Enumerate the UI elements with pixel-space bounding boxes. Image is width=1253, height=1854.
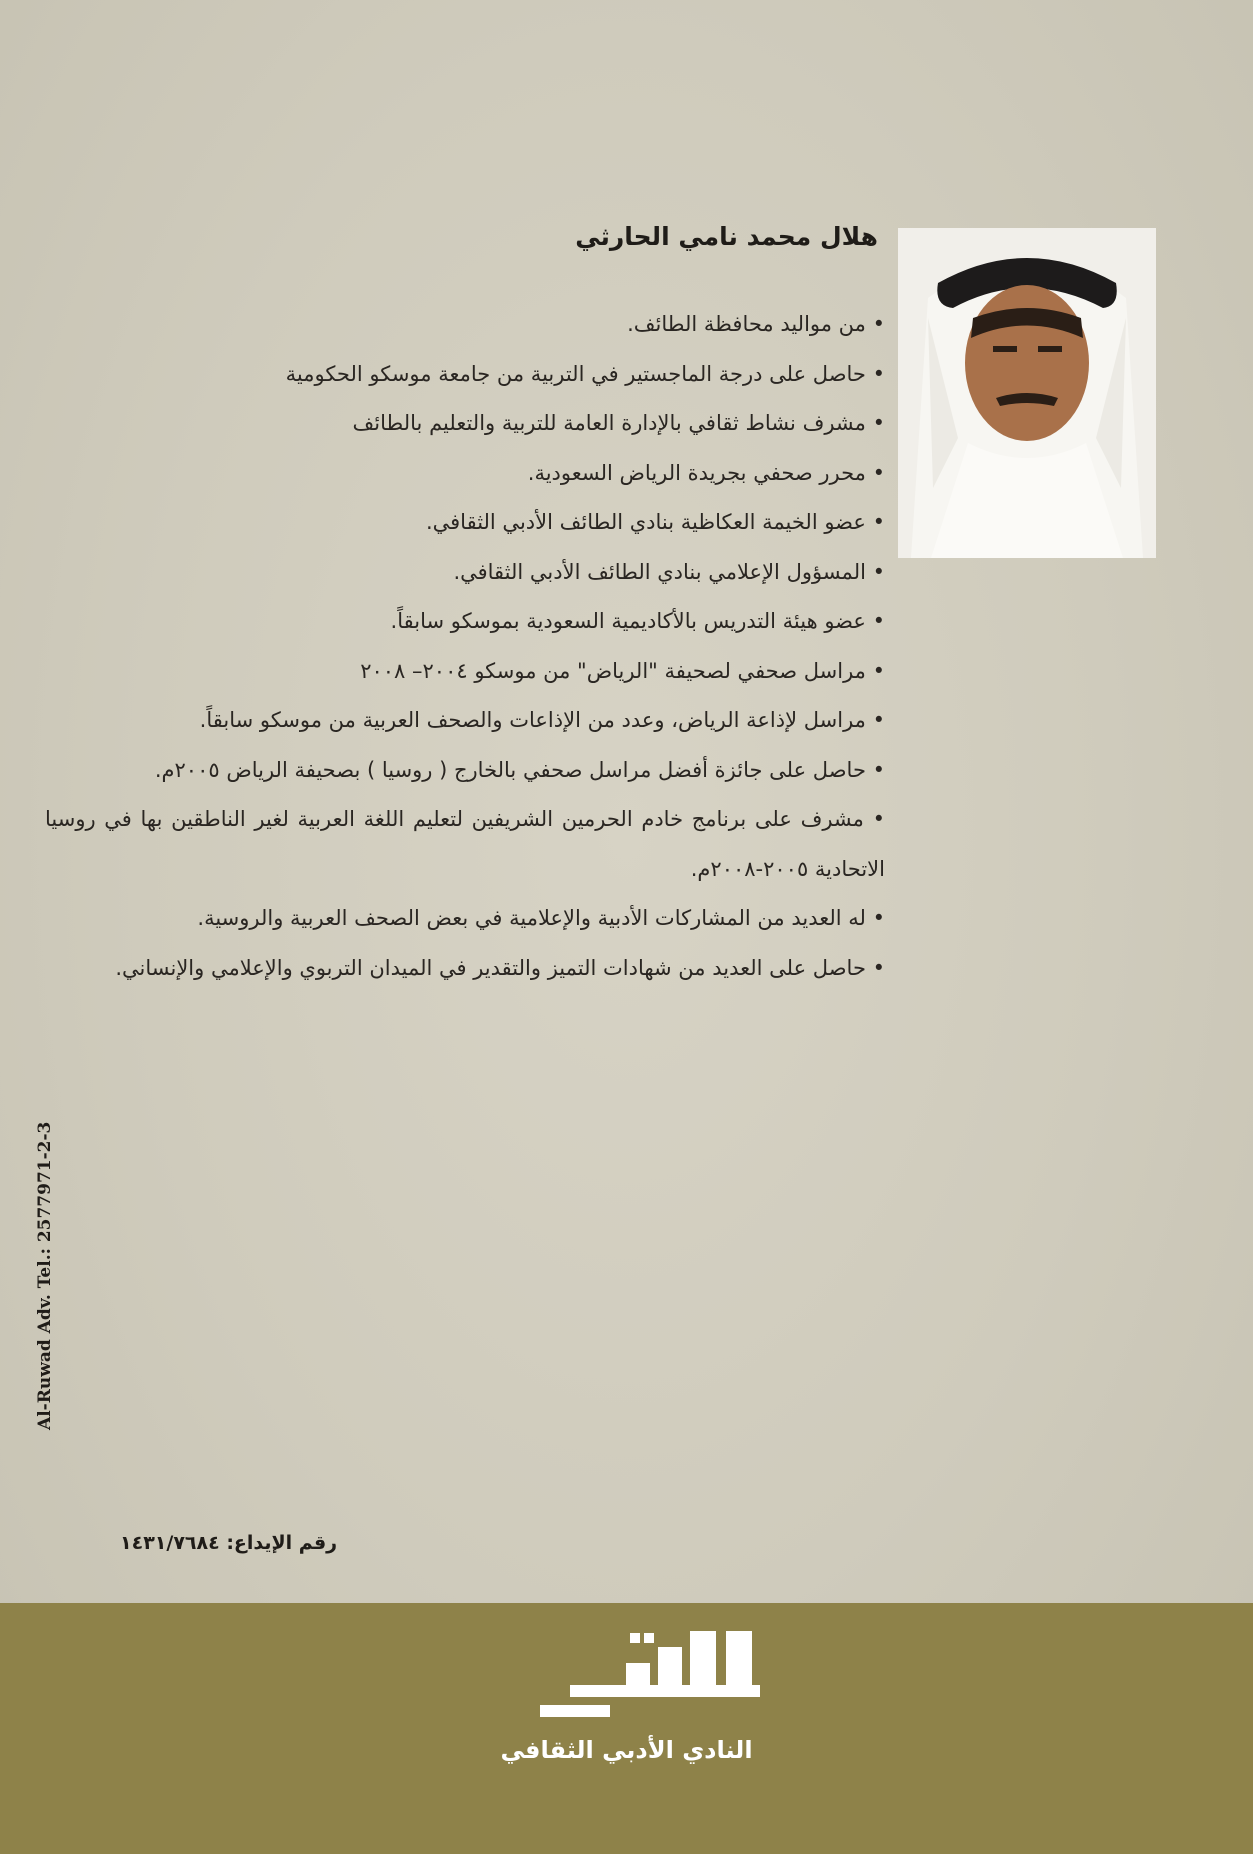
bullet: • — [872, 460, 885, 485]
bio-item — [285, 498, 885, 548]
bio-text: مشرف نشاط ثقافي بالإدارة العامة للتربية والتعليم بالطائف — [352, 411, 866, 435]
bio-item — [285, 399, 885, 449]
bullet: • — [872, 708, 885, 732]
bio-text: عضو الخيمة العكاظية بنادي الطائف الأدبي الثقافي. — [425, 510, 866, 534]
bio-item — [45, 795, 885, 894]
bio-text: له العديد من المشاركات الأدبية والإعلامية في بعض الصحف العربية والروسية. — [197, 906, 866, 930]
bullet: • — [872, 906, 885, 930]
bio-text: عضو هيئة التدريس بالأكاديمية السعودية بموسكو سابقاً. — [390, 609, 866, 633]
bullet: • — [872, 658, 885, 683]
bio-item — [45, 894, 885, 944]
bio-item — [285, 350, 885, 400]
bullet: • — [872, 609, 885, 633]
bio-item — [45, 746, 885, 796]
author-name: هلال محمد نامي الحارثي — [575, 222, 878, 251]
bio-text: حاصل على درجة الماجستير في التربية من جامعة موسكو الحكومية — [285, 361, 866, 386]
bio-item — [45, 944, 885, 994]
bio-item — [45, 696, 885, 746]
bullet: • — [872, 361, 885, 386]
bio-text: المسؤول الإعلامي بنادي الطائف الأدبي الثقافي. — [453, 559, 866, 584]
bio-list — [45, 300, 885, 993]
publisher-logo — [540, 1627, 775, 1727]
bio-text: مراسل لإذاعة الرياض، وعدد من الإذاعات والصحف العربية من موسكو سابقاً. — [199, 708, 866, 732]
bio-text: محرر صحفي بجريدة الرياض السعودية. — [527, 460, 866, 485]
bullet: • — [872, 955, 885, 980]
bullet: • — [872, 510, 885, 534]
bio-text: مشرف على برنامج خادم الحرمين الشريفين لتعليم اللغة العربية لغير الناطقين بها في روسيا الاتحادية ٢٠٠٥-٢٠٠٨م. — [45, 807, 885, 881]
bullet: • — [872, 757, 885, 782]
bio-item — [285, 647, 885, 697]
bio-text: مراسل صحفي لصحيفة "الرياض" من موسكو ٢٠٠٤– ٢٠٠٨ — [360, 658, 866, 683]
bullet: • — [872, 411, 885, 435]
printer-credit: Al-Ruwad Adv. Tel.: 2577971-2-3 — [35, 1121, 55, 1430]
bullet: • — [872, 559, 885, 584]
legal-deposit-number: رقم الإيداع: ١٤٣١/٧٦٨٤ — [120, 1532, 338, 1554]
bio-item — [285, 597, 885, 647]
bio-text: حاصل على العديد من شهادات التميز والتقدير في الميدان التربوي والإعلامي والإنساني. — [115, 955, 866, 980]
bullet: • — [872, 312, 885, 336]
bullet: • — [872, 807, 885, 831]
bio-item — [285, 548, 885, 598]
bio-text: حاصل على جائزة أفضل مراسل صحفي بالخارج ( روسيا ) بصحيفة الرياض ٢٠٠٥م. — [154, 757, 866, 782]
bio-item — [285, 300, 885, 350]
bio-text: من مواليد محافظة الطائف. — [627, 312, 866, 336]
publisher-name: النادي الأدبي الثقافي — [500, 1736, 753, 1764]
bio-item — [285, 449, 885, 499]
author-photo — [898, 228, 1156, 558]
